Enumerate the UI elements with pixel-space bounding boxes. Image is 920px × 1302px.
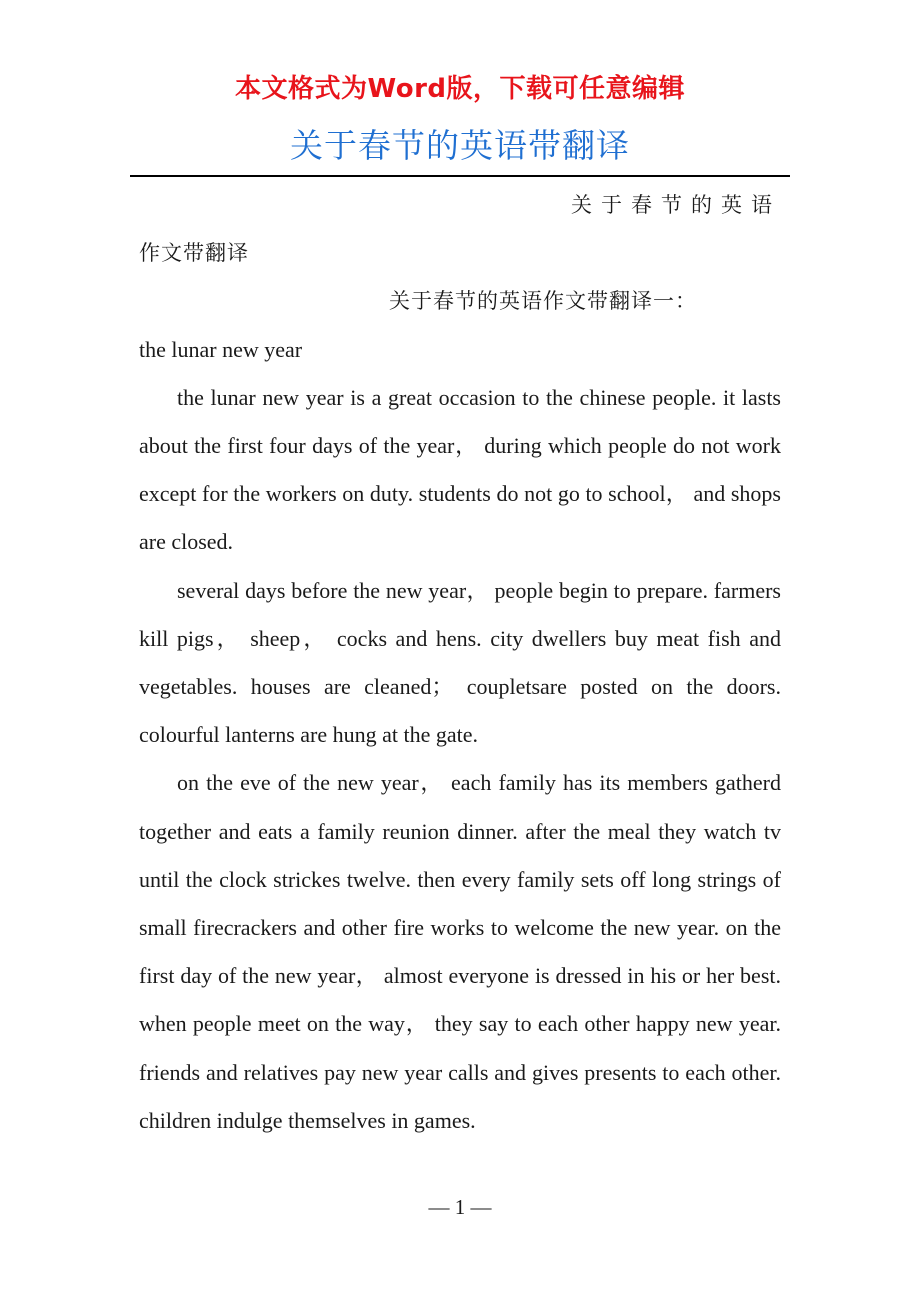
section-heading: 关于春节的英语作文带翻译一： <box>389 289 697 314</box>
page-number: — 1 — <box>428 1195 492 1219</box>
heading-line-1: 关于春节的英语 <box>571 193 781 217</box>
title-divider <box>130 175 790 177</box>
paragraph-2: several days before the new year， people begin to prepare. farmers kill pigs， sheep， cocks and hens. city dwellers buy meat fish and vegetables. houses are cleaned； coupletsare posted on the doors. colourful lanterns are hung at the gate. <box>139 577 781 748</box>
download-banner: 本文格式为Word版，下载可任意编辑 <box>234 74 686 104</box>
document-body <box>139 181 781 1145</box>
essay-title: the lunar new year <box>139 336 303 362</box>
paragraph-3: on the eve of the new year， each family has its members gatherd together and eats a family reunion dinner. after the meal they watch tv until the clock strickes twelve. then every family sets off long strings of small firecrackers and other fire works to welcome the new year. on the first day of the new year， almost everyone is dressed in his or her best. when people meet on the way， they say to each other happy new year. friends and relatives pay new year calls and gives presents to each other. children indulge themselves in games. <box>139 770 781 1133</box>
paragraph-1: the lunar new year is a great occasion to the chinese people. it lasts about the first four days of the year， during which people do not work except for the workers on duty. students do not go to school， and shops are closed. <box>139 384 781 555</box>
document-title: 关于春节的英语带翻译 <box>290 126 630 165</box>
heading-line-2: 作文带翻译 <box>139 241 249 266</box>
